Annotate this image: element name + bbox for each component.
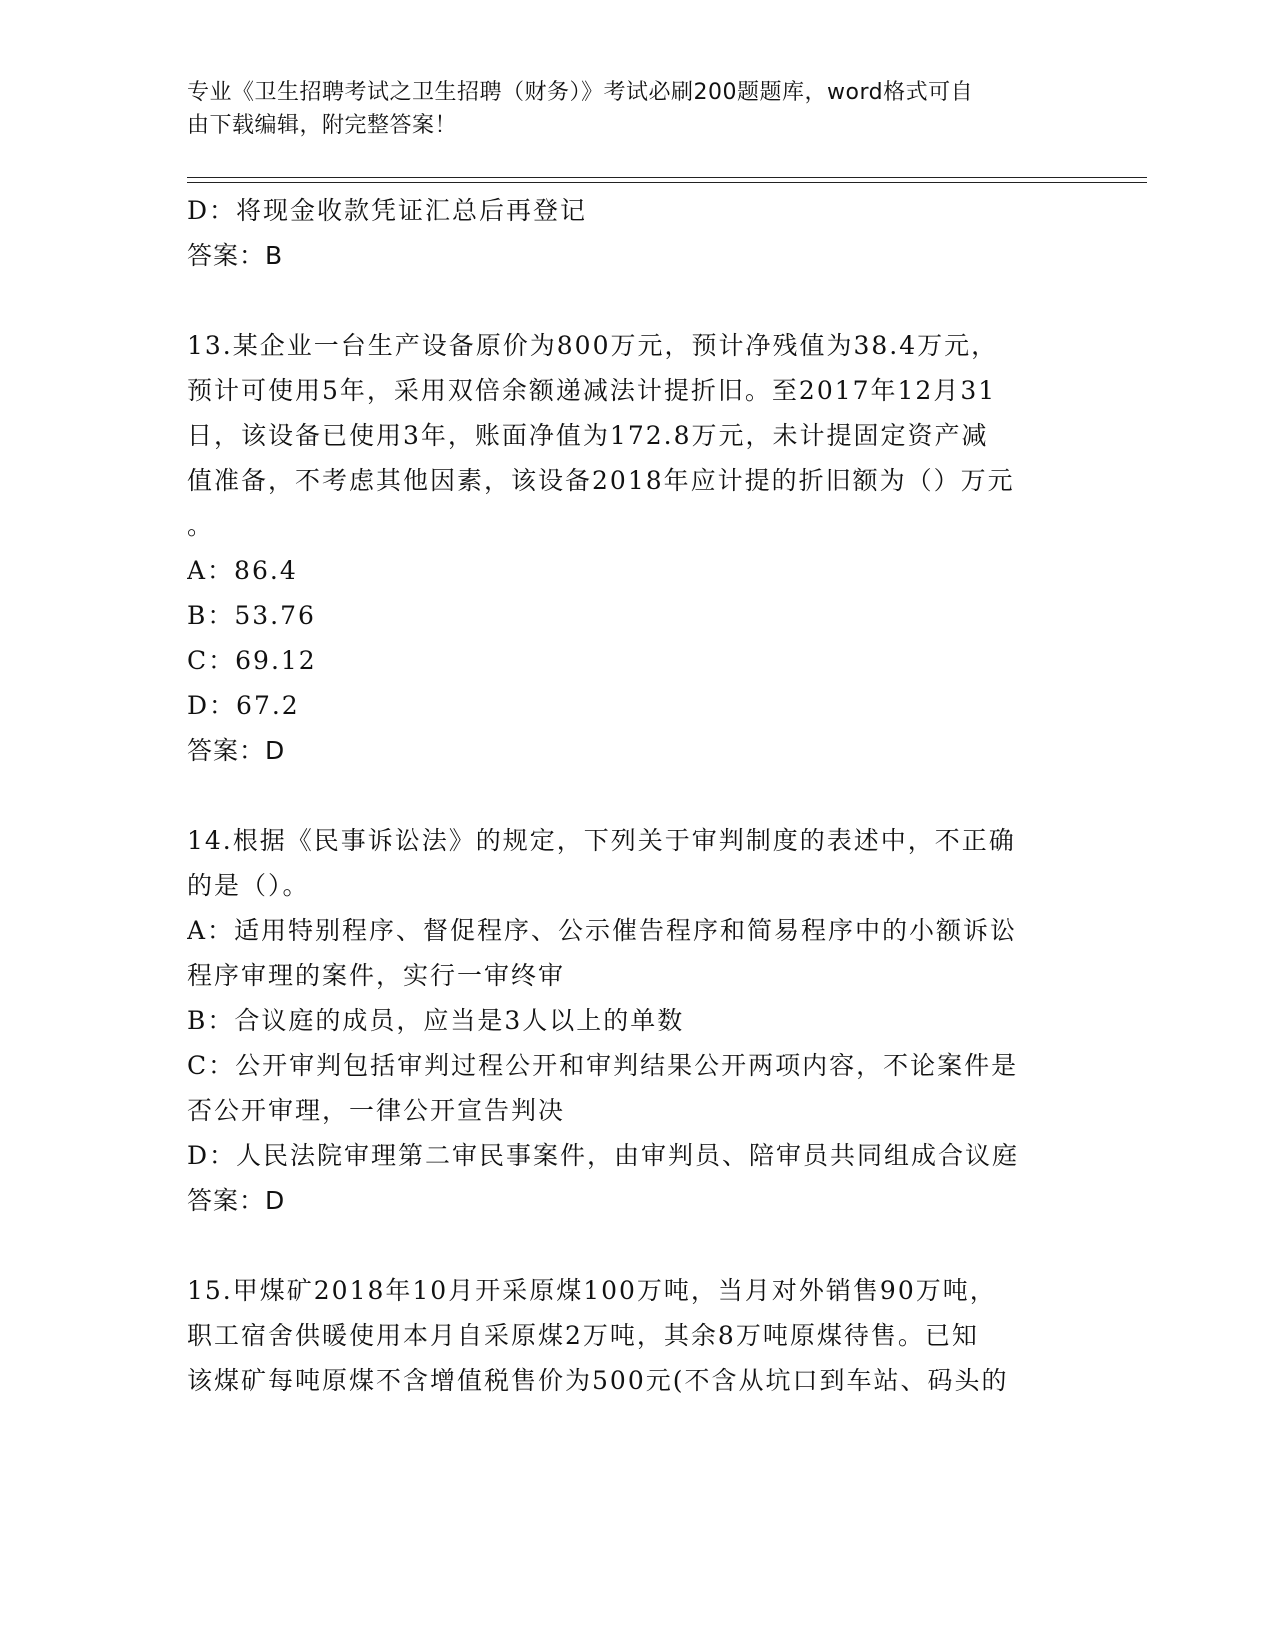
- question-13: [187, 323, 1067, 773]
- previous-question-tail: [187, 188, 1067, 278]
- option-a: A：适用特别程序、督促程序、公示催告程序和简易程序中的小额诉讼: [187, 916, 1018, 945]
- header-line-2: 由下载编辑，附完整答案！: [187, 113, 458, 138]
- document-header: [187, 76, 1067, 142]
- question-text-line: 的是（）。: [187, 871, 310, 900]
- option-c: C：公开审判包括审判过程公开和审判结果公开两项内容，不论案件是: [187, 1051, 1019, 1080]
- header-line-1: 专业《卫生招聘考试之卫生招聘（财务）》考试必刷200题题库，word格式可自: [187, 80, 974, 105]
- question-text-line: 值准备，不考虑其他因素，该设备2018年应计提的折旧额为（）万元: [187, 466, 1015, 495]
- option-b: B：53.76: [187, 601, 316, 630]
- option-d: D：67.2: [187, 691, 300, 720]
- question-text-line: 该煤矿每吨原煤不含增值税售价为500元(不含从坑口到车站、码头的: [187, 1366, 1009, 1395]
- answer: 答案：D: [187, 736, 286, 765]
- question-text-line: 日，该设备已使用3年，账面净值为172.8万元，未计提固定资产减: [187, 421, 989, 450]
- option-a: A：86.4: [187, 556, 298, 585]
- question-text-line: 预计可使用5年，采用双倍余额递减法计提折旧。至2017年12月31: [187, 376, 997, 405]
- question-text-line: 15.甲煤矿2018年10月开采原煤100万吨，当月对外销售90万吨，: [187, 1276, 997, 1305]
- question-text-line: 14.根据《民事诉讼法》的规定，下列关于审判制度的表述中，不正确: [187, 826, 1016, 855]
- question-text-line: 职工宿舍供暖使用本月自采原煤2万吨，其余8万吨原煤待售。已知: [187, 1321, 979, 1350]
- question-14: [187, 818, 1067, 1223]
- answer: 答案：B: [187, 241, 284, 270]
- header-divider-top: [187, 177, 1147, 178]
- answer: 答案：D: [187, 1186, 286, 1215]
- option-d: D：人民法院审理第二审民事案件，由审判员、陪审员共同组成合议庭: [187, 1141, 1020, 1170]
- option-c-continued: 否公开审理，一律公开宣告判决: [187, 1096, 566, 1125]
- question-text-line: 13.某企业一台生产设备原价为800万元，预计净残值为38.4万元，: [187, 331, 999, 360]
- question-text-line: 。: [187, 511, 215, 540]
- header-divider-bottom: [187, 182, 1147, 183]
- option-c: C：69.12: [187, 646, 317, 675]
- document-body: [187, 188, 1067, 1403]
- option-b: B：合议庭的成员，应当是3人以上的单数: [187, 1006, 685, 1035]
- option-a-continued: 程序审理的案件，实行一审终审: [187, 961, 566, 990]
- question-15: [187, 1268, 1067, 1403]
- option-d: D：将现金收款凭证汇总后再登记: [187, 196, 588, 225]
